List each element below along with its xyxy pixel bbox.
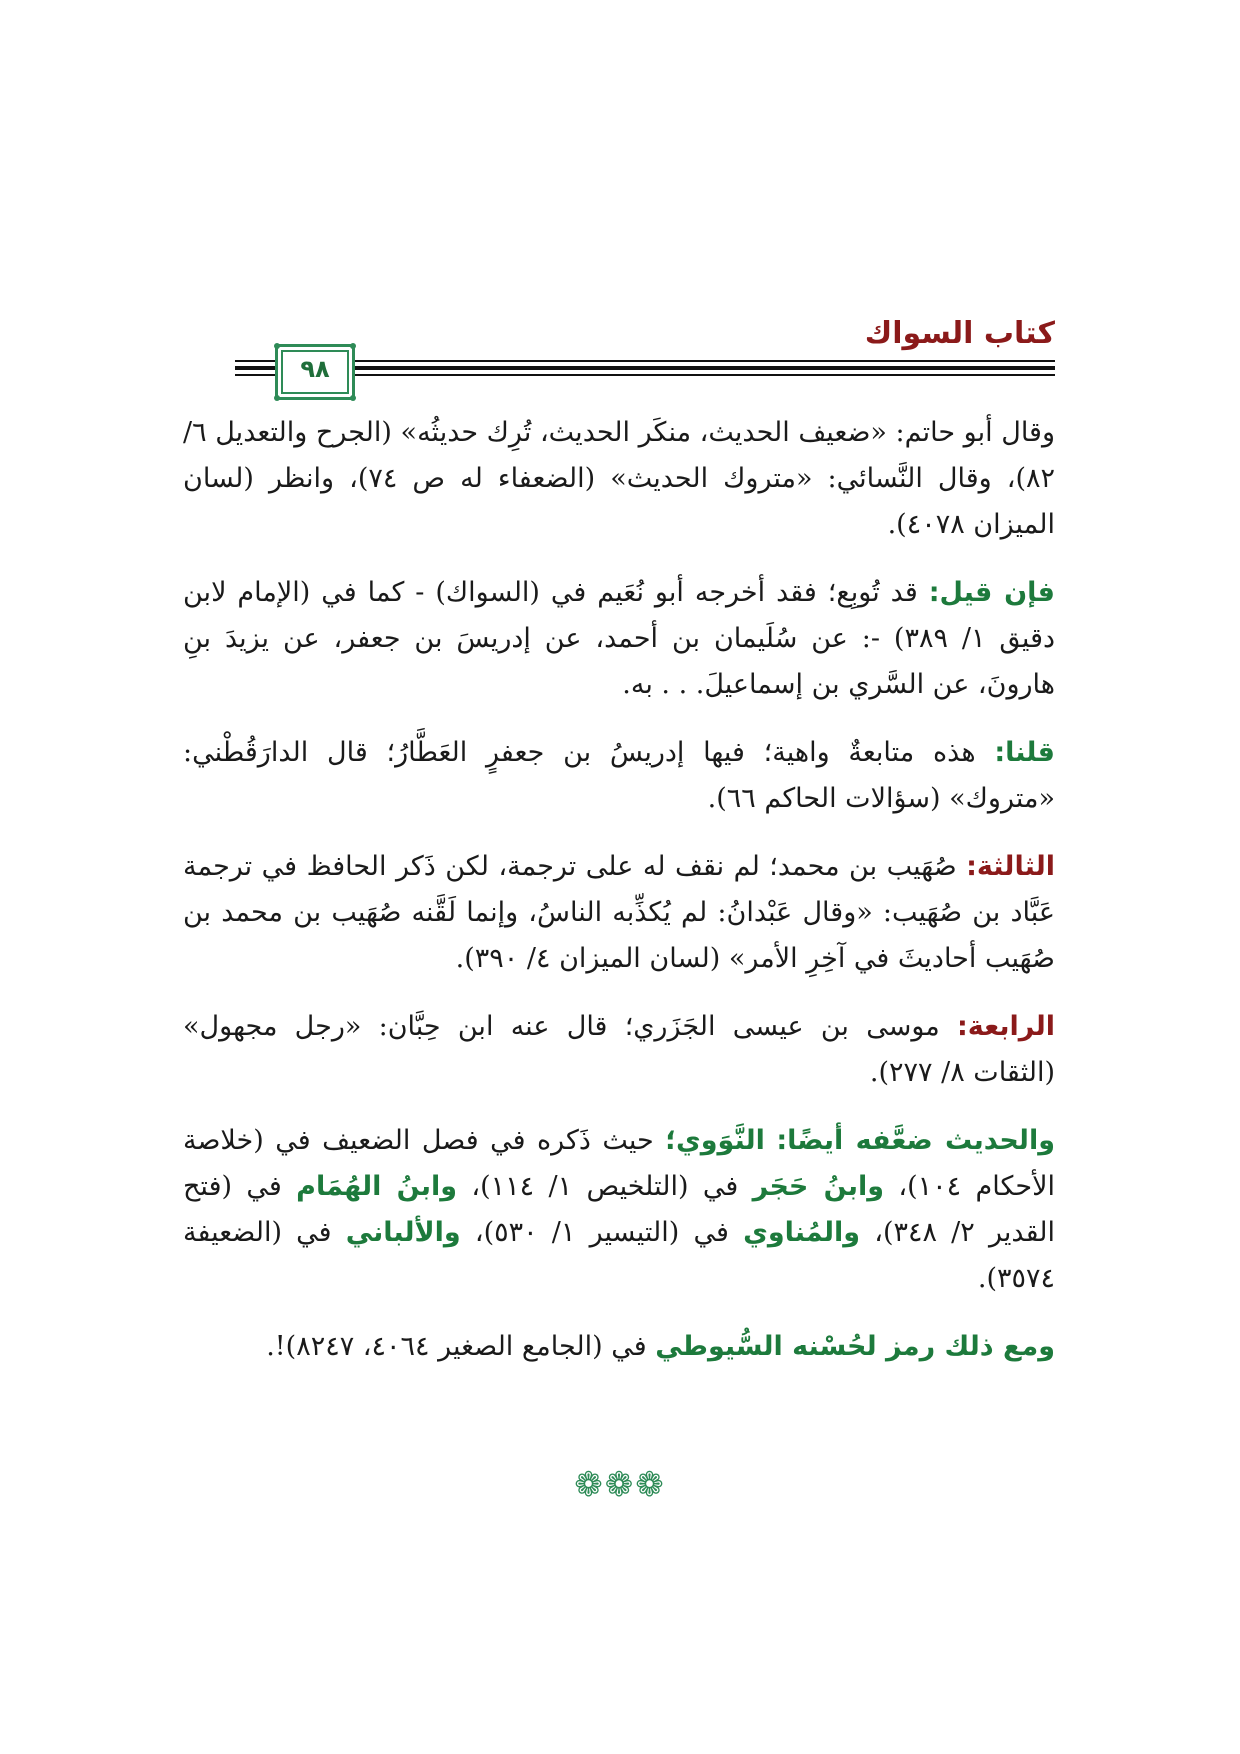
page-header: [235, 300, 1055, 390]
paragraph-fourth: [183, 1004, 1055, 1096]
paragraph-response: [183, 730, 1055, 822]
paragraph-lead: والحديث ضعَّفه أيضًا:: [776, 1125, 1055, 1156]
page-number-badge: [275, 344, 355, 400]
scholar-name: وابنُ حَجَر: [752, 1171, 885, 1202]
scholar-name: وابنُ الهُمَام: [296, 1171, 458, 1202]
badge-corner-ornament: [274, 395, 280, 401]
badge-corner-ornament: [274, 343, 280, 349]
citation-text: في (التلخيص ١/ ١١٤)،: [457, 1171, 753, 1202]
section-end-ornament: ❁❁❁: [574, 1465, 666, 1505]
paragraph-abu-hatim: [183, 410, 1055, 548]
scholar-name: النَّوَوي؛: [665, 1125, 765, 1156]
citation-text: في (فتح القدير ٢/ ٣٤٨)،: [183, 1171, 1055, 1248]
citation-text: في (التيسير ١/ ٥٣٠)،: [460, 1217, 744, 1248]
book-title: كتاب السواك: [864, 316, 1055, 351]
paragraph-third: [183, 844, 1055, 982]
header-rule-bottom: [235, 374, 1055, 376]
paragraph-lead: الثالثة:: [966, 851, 1055, 882]
page-body: [183, 410, 1055, 1392]
paragraph-text: صُهَيب بن محمد؛ لم نقف له على ترجمة، لكن ذَكر الحافظ في ترجمة عَبَّاد بن صُهَيب: «وقال عَبْدانُ: لم يُكذِّبه الناسُ، وإنما لَقَّنه صُهَيب بن محمد بن صُهَيب أحاديثَ في آخِرِ الأمر» (لسان الميزان ٤/ ٣٩٠).: [183, 851, 1055, 974]
paragraph-lead: فإن قيل:: [928, 577, 1055, 608]
paragraph-text: في (الجامع الصغير ٤٠٦٤، ٨٢٤٧)!.: [266, 1331, 656, 1362]
scholar-name: والألباني: [345, 1217, 461, 1248]
citation-text: في (الضعيفة ٣٥٧٤).: [183, 1217, 1055, 1294]
paragraph-grading: [183, 1118, 1055, 1302]
paragraph-objection: [183, 570, 1055, 708]
paragraph-text: قد تُوبِع؛ فقد أخرجه أبو نُعَيم في (السواك) - كما في (الإمام لابن دقيق ١/ ٣٨٩) -: عن سُلَيمان بن أحمد، عن إدريسَ بن جعفر، عن يزيدَ بنِ هارونَ، عن السَّري بن إسماعيلَ. . . به.: [183, 577, 1055, 700]
page-number: ٩٨: [300, 355, 330, 383]
paragraph-lead: قلنا:: [994, 737, 1055, 768]
citation-text: حيث ذَكره في فصل الضعيف في (خلاصة الأحكام ١٠٤)،: [183, 1125, 1055, 1202]
badge-corner-ornament: [350, 395, 356, 401]
paragraph-text: وقال أبو حاتم: «ضعيف الحديث، منكَر الحديث، تُرِك حديثُه» (الجرح والتعديل ٦/ ٨٢)، وقال النَّسائي: «متروك الحديث» (الضعفاء له ص ٧٤)، وانظر (لسان الميزان ٤٠٧٨).: [183, 417, 1055, 540]
paragraph-lead: ومع ذلك رمز لحُسْنه السُّيوطي: [655, 1331, 1055, 1362]
paragraph-text: موسى بن عيسى الجَزَري؛ قال عنه ابن حِبَّان: «رجل مجهول» (الثقات ٨/ ٢٧٧).: [183, 1011, 1055, 1088]
header-rule-top: [235, 360, 1055, 362]
paragraph-closing: [183, 1324, 1055, 1370]
paragraph-text: هذه متابعةٌ واهية؛ فيها إدريسُ بن جعفرٍ العَطَّارُ؛ قال الدارَقُطْني: «متروك» (سؤالات الحاكم ٦٦).: [183, 737, 1055, 814]
scholar-name: والمُناوي: [743, 1217, 861, 1248]
badge-corner-ornament: [350, 343, 356, 349]
paragraph-lead: الرابعة:: [957, 1011, 1055, 1042]
header-rule-middle: [235, 366, 1055, 370]
